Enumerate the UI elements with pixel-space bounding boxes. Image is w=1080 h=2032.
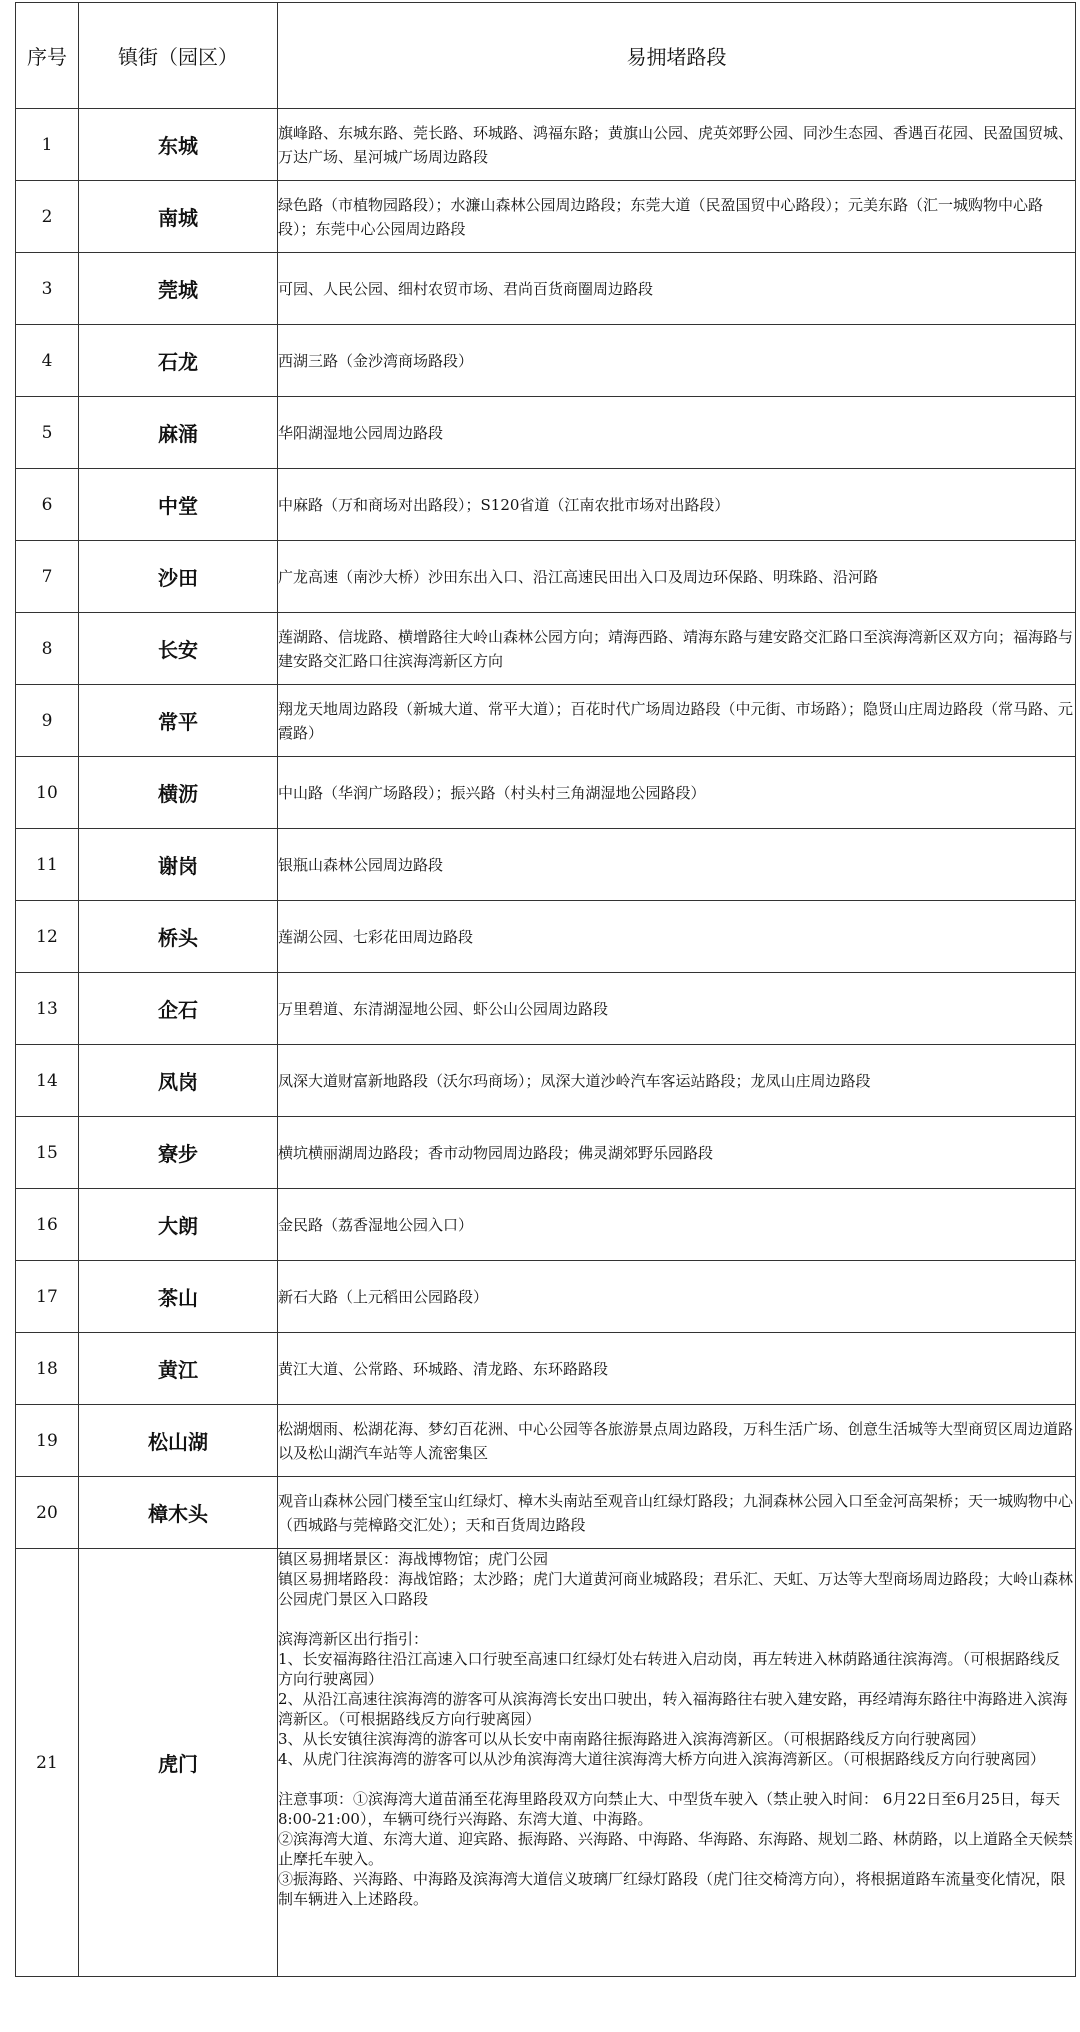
row-sections: 松湖烟雨、松湖花海、梦幻百花洲、中心公园等各旅游景点周边路段，万科生活广场、创意生活城等大型商贸区周边道路以及松山湖汽车站等人流密集区: [278, 1405, 1076, 1477]
table-header-row: [16, 3, 1076, 109]
row-sections: 中山路（华润广场路段）；振兴路（村头村三角湖湿地公园路段）: [278, 757, 1076, 829]
row-town: 企石: [79, 973, 278, 1045]
table-row: [16, 253, 1076, 325]
row-index: 18: [16, 1333, 79, 1405]
row-index: 2: [16, 181, 79, 253]
row-sections: 横坑横丽湖周边路段；香市动物园周边路段；佛灵湖郊野乐园路段: [278, 1117, 1076, 1189]
row-sections: 观音山森林公园门楼至宝山红绿灯、樟木头南站至观音山红绿灯路段；九洞森林公园入口至金河高架桥；天一城购物中心（西城路与莞樟路交汇处）；天和百货周边路段: [278, 1477, 1076, 1549]
table-row: [16, 829, 1076, 901]
row-index: 19: [16, 1405, 79, 1477]
header-index: 序号: [16, 3, 79, 109]
row-index: 1: [16, 109, 79, 181]
table-row: [16, 469, 1076, 541]
row-sections: 华阳湖湿地公园周边路段: [278, 397, 1076, 469]
row-sections: 翔龙天地周边路段（新城大道、常平大道）；百花时代广场周边路段（中元街、市场路）；隐贤山庄周边路段（常马路、元霞路）: [278, 685, 1076, 757]
row-sections: 莲湖路、信垅路、横增路往大岭山森林公园方向；靖海西路、靖海东路与建安路交汇路口至滨海湾新区双方向；福海路与建安路交汇路口往滨海湾新区方向: [278, 613, 1076, 685]
guide-heading: 滨海湾新区出行指引：: [278, 1630, 429, 1648]
table-row: [16, 397, 1076, 469]
row-index: 6: [16, 469, 79, 541]
humen-details: [278, 1549, 1076, 1977]
row-town: 谢岗: [79, 829, 278, 901]
guide-item-2: 2、从沿江高速往滨海湾的游客可从滨海湾长安出口驶出，转入福海路往右驶入建安路，再经靖海东路往中海路进入滨海湾新区。（可根据路线反方向行驶离园）: [278, 1690, 1068, 1728]
row-index: 15: [16, 1117, 79, 1189]
row-town: 沙田: [79, 541, 278, 613]
row-index: 9: [16, 685, 79, 757]
table-row: [16, 1189, 1076, 1261]
row-town: 南城: [79, 181, 278, 253]
row-index: 8: [16, 613, 79, 685]
row-index: 10: [16, 757, 79, 829]
row-town: 中堂: [79, 469, 278, 541]
table-row: [16, 685, 1076, 757]
spacer: [278, 1769, 1075, 1789]
table-row-humen: [16, 1549, 1076, 1977]
table-row: [16, 109, 1076, 181]
row-town: 樟木头: [79, 1477, 278, 1549]
row-index: 21: [16, 1549, 79, 1977]
row-index: 5: [16, 397, 79, 469]
notice-2: ②滨海湾大道、东湾大道、迎宾路、振海路、兴海路、中海路、华海路、东海路、规划二路、林荫路，以上道路全天候禁止摩托车驶入。: [278, 1830, 1074, 1868]
table-row: [16, 1405, 1076, 1477]
table-row: [16, 973, 1076, 1045]
row-sections: 银瓶山森林公园周边路段: [278, 829, 1076, 901]
row-town: 石龙: [79, 325, 278, 397]
row-town: 东城: [79, 109, 278, 181]
row-town: 黄江: [79, 1333, 278, 1405]
row-index: 14: [16, 1045, 79, 1117]
row-index: 17: [16, 1261, 79, 1333]
row-town: 桥头: [79, 901, 278, 973]
table-row: [16, 1477, 1076, 1549]
row-sections: 旗峰路、东城东路、莞长路、环城路、鸿福东路；黄旗山公园、虎英郊野公园、同沙生态园、香遇百花园、民盈国贸城、万达广场、星河城广场周边路段: [278, 109, 1076, 181]
congestion-table: [15, 2, 1076, 1977]
table-row: [16, 181, 1076, 253]
table-row: [16, 613, 1076, 685]
row-index: 20: [16, 1477, 79, 1549]
row-index: 16: [16, 1189, 79, 1261]
row-index: 3: [16, 253, 79, 325]
table-row: [16, 1333, 1076, 1405]
row-town: 虎门: [79, 1549, 278, 1977]
row-sections: 莲湖公园、七彩花田周边路段: [278, 901, 1076, 973]
row-sections: 可园、人民公园、细村农贸市场、君尚百货商圈周边路段: [278, 253, 1076, 325]
row-town: 大朗: [79, 1189, 278, 1261]
header-town: 镇街（园区）: [79, 3, 278, 109]
row-sections: 绿色路（市植物园路段）；水濂山森林公园周边路段；东莞大道（民盈国贸中心路段）；元美东路（汇一城购物中心路段）；东莞中心公园周边路段: [278, 181, 1076, 253]
table-row: [16, 325, 1076, 397]
row-town: 寮步: [79, 1117, 278, 1189]
guide-item-3: 3、从长安镇往滨海湾的游客可以从长安中南南路往振海路进入滨海湾新区。（可根据路线反方向行驶离园）: [278, 1730, 986, 1748]
row-sections: 广龙高速（南沙大桥）沙田东出入口、沿江高速民田出入口及周边环保路、明珠路、沿河路: [278, 541, 1076, 613]
row-index: 4: [16, 325, 79, 397]
table-body: [16, 109, 1076, 1977]
table-row: [16, 1117, 1076, 1189]
row-index: 11: [16, 829, 79, 901]
row-town: 横沥: [79, 757, 278, 829]
row-town: 常平: [79, 685, 278, 757]
row-sections: 西湖三路（金沙湾商场路段）: [278, 325, 1076, 397]
guide-item-1: 1、长安福海路往沿江高速入口行驶至高速口红绿灯处右转进入启动岗，再左转进入林荫路通往滨海湾。（可根据路线反方向行驶离园）: [278, 1650, 1061, 1688]
row-sections: 凤深大道财富新地路段（沃尔玛商场）；凤深大道沙岭汽车客运站路段；龙凤山庄周边路段: [278, 1045, 1076, 1117]
row-sections: 新石大路（上元稻田公园路段）: [278, 1261, 1076, 1333]
humen-road-sections: 镇区易拥堵路段：海战馆路；太沙路；虎门大道黄河商业城路段；君乐汇、天虹、万达等大型商场周边路段；大岭山森林公园虎门景区入口路段: [278, 1570, 1074, 1608]
table-row: [16, 1261, 1076, 1333]
table-row: [16, 1045, 1076, 1117]
header-sections: 易拥堵路段: [278, 3, 1076, 109]
notice-3: ③振海路、兴海路、中海路及滨海湾大道信义玻璃厂红绿灯路段（虎门往交椅湾方向），将根据道路车流量变化情况，限制车辆进入上述路段。: [278, 1870, 1066, 1908]
row-index: 13: [16, 973, 79, 1045]
row-sections: 中麻路（万和商场对出路段）；S120省道（江南农批市场对出路段）: [278, 469, 1076, 541]
row-sections: 万里碧道、东清湖湿地公园、虾公山公园周边路段: [278, 973, 1076, 1045]
row-town: 麻涌: [79, 397, 278, 469]
table-row: [16, 901, 1076, 973]
row-town: 茶山: [79, 1261, 278, 1333]
notice-1: 注意事项：①滨海湾大道苗涌至花海里路段双方向禁止大、中型货车驶入（禁止驶入时间： 6月22日至6月25日，每天8:00-21:00），车辆可绕行兴海路、东湾大道、中海路。: [278, 1790, 1061, 1828]
humen-scenic-spots: 镇区易拥堵景区：海战博物馆；虎门公园: [278, 1550, 549, 1568]
row-town: 松山湖: [79, 1405, 278, 1477]
row-index: 12: [16, 901, 79, 973]
row-index: 7: [16, 541, 79, 613]
row-town: 莞城: [79, 253, 278, 325]
table-row: [16, 757, 1076, 829]
row-sections: 金民路（荔香湿地公园入口）: [278, 1189, 1076, 1261]
guide-item-4: 4、从虎门往滨海湾的游客可以从沙角滨海湾大道往滨海湾大桥方向进入滨海湾新区。（可根据路线反方向行驶离园）: [278, 1750, 1046, 1768]
spacer: [278, 1609, 1075, 1629]
table-row: [16, 541, 1076, 613]
row-sections: 黄江大道、公常路、环城路、清龙路、东环路路段: [278, 1333, 1076, 1405]
row-town: 凤岗: [79, 1045, 278, 1117]
row-town: 长安: [79, 613, 278, 685]
